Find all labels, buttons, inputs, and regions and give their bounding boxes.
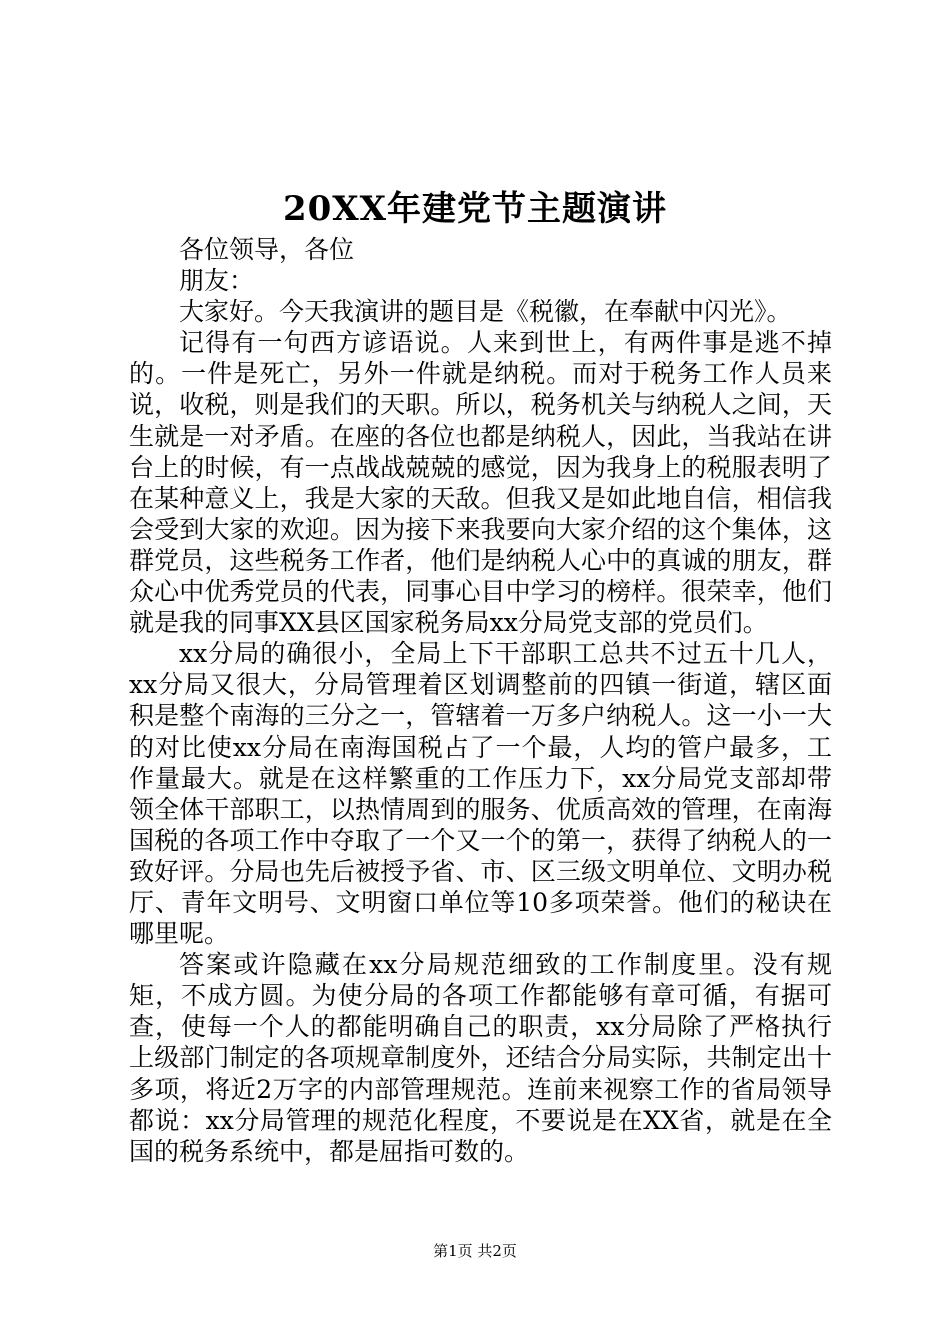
- salutation-line-2: 朋友：: [179, 266, 255, 296]
- page-title: 20XX年建党节主题演讲: [282, 189, 668, 229]
- salutation-line-1: 各位领导，各位: [179, 235, 355, 264]
- document-body: [129, 234, 832, 1167]
- page-number-footer: 第1页 共2页: [433, 1242, 517, 1260]
- body-paragraph: 记得有一句西方谚语说。人来到世上，有两件事是逃不掉的。一件是死亡，另外一件就是纳税。而对于税务工作人员来说，收税，则是我们的天职。所以，税务机关与纳税人之间，天生就是一对矛盾。在座的各位也都是纳税人，因此，当我站在讲台上的时候，有一点战战兢兢的感觉，因为我身上的税服表明了在某种意义上，我是大家的天敌。但我又是如此地自信，相信我会受到大家的欢迎。因为接下来我要向大家介绍的这个集体，这群党员，这些税务工作者，他们是纳税人心中的真诚的朋友，群众心中优秀党员的代表，同事心目中学习的榜样。很荣幸，他们就是我的同事XX县区国家税务局xx分局党支部的党员们。: [129, 328, 832, 638]
- body-paragraph: xx分局的确很小，全局上下干部职工总共不过五十几人，xx分局又很大，分局管理着区划调整前的四镇一街道，辖区面积是整个南海的三分之一，管辖着一万多户纳税人。这一小一大的对比使xx分局在南海国税占了一个最，人均的管户最多，工作量最大。就是在这样繁重的工作压力下，xx分局党支部却带领全体干部职工，以热情周到的服务、优质高效的管理，在南海国税的各项工作中夺取了一个又一个的第一，获得了纳税人的一致好评。分局也先后被授予省、市、区三级文明单位、文明办税厅、青年文明号、文明窗口单位等10多项荣誉。他们的秘诀在哪里呢。: [129, 639, 832, 949]
- body-paragraph: 答案或许隐藏在xx分局规范细致的工作制度里。没有规矩，不成方圆。为使分局的各项工作都能够有章可循，有据可查，使每一个人的都能明确自己的职责，xx分局除了严格执行上级部门制定的各项规章制度外，还结合分局实际，共制定出十多项，将近2万字的内部管理规范。连前来视察工作的省局领导都说：xx分局管理的规范化程度，不要说是在XX省，就是在全国的税务系统中，都是屈指可数的。: [129, 950, 832, 1166]
- greeting-paragraph: 大家好。今天我演讲的题目是《税徽，在奉献中闪光》。: [179, 297, 792, 327]
